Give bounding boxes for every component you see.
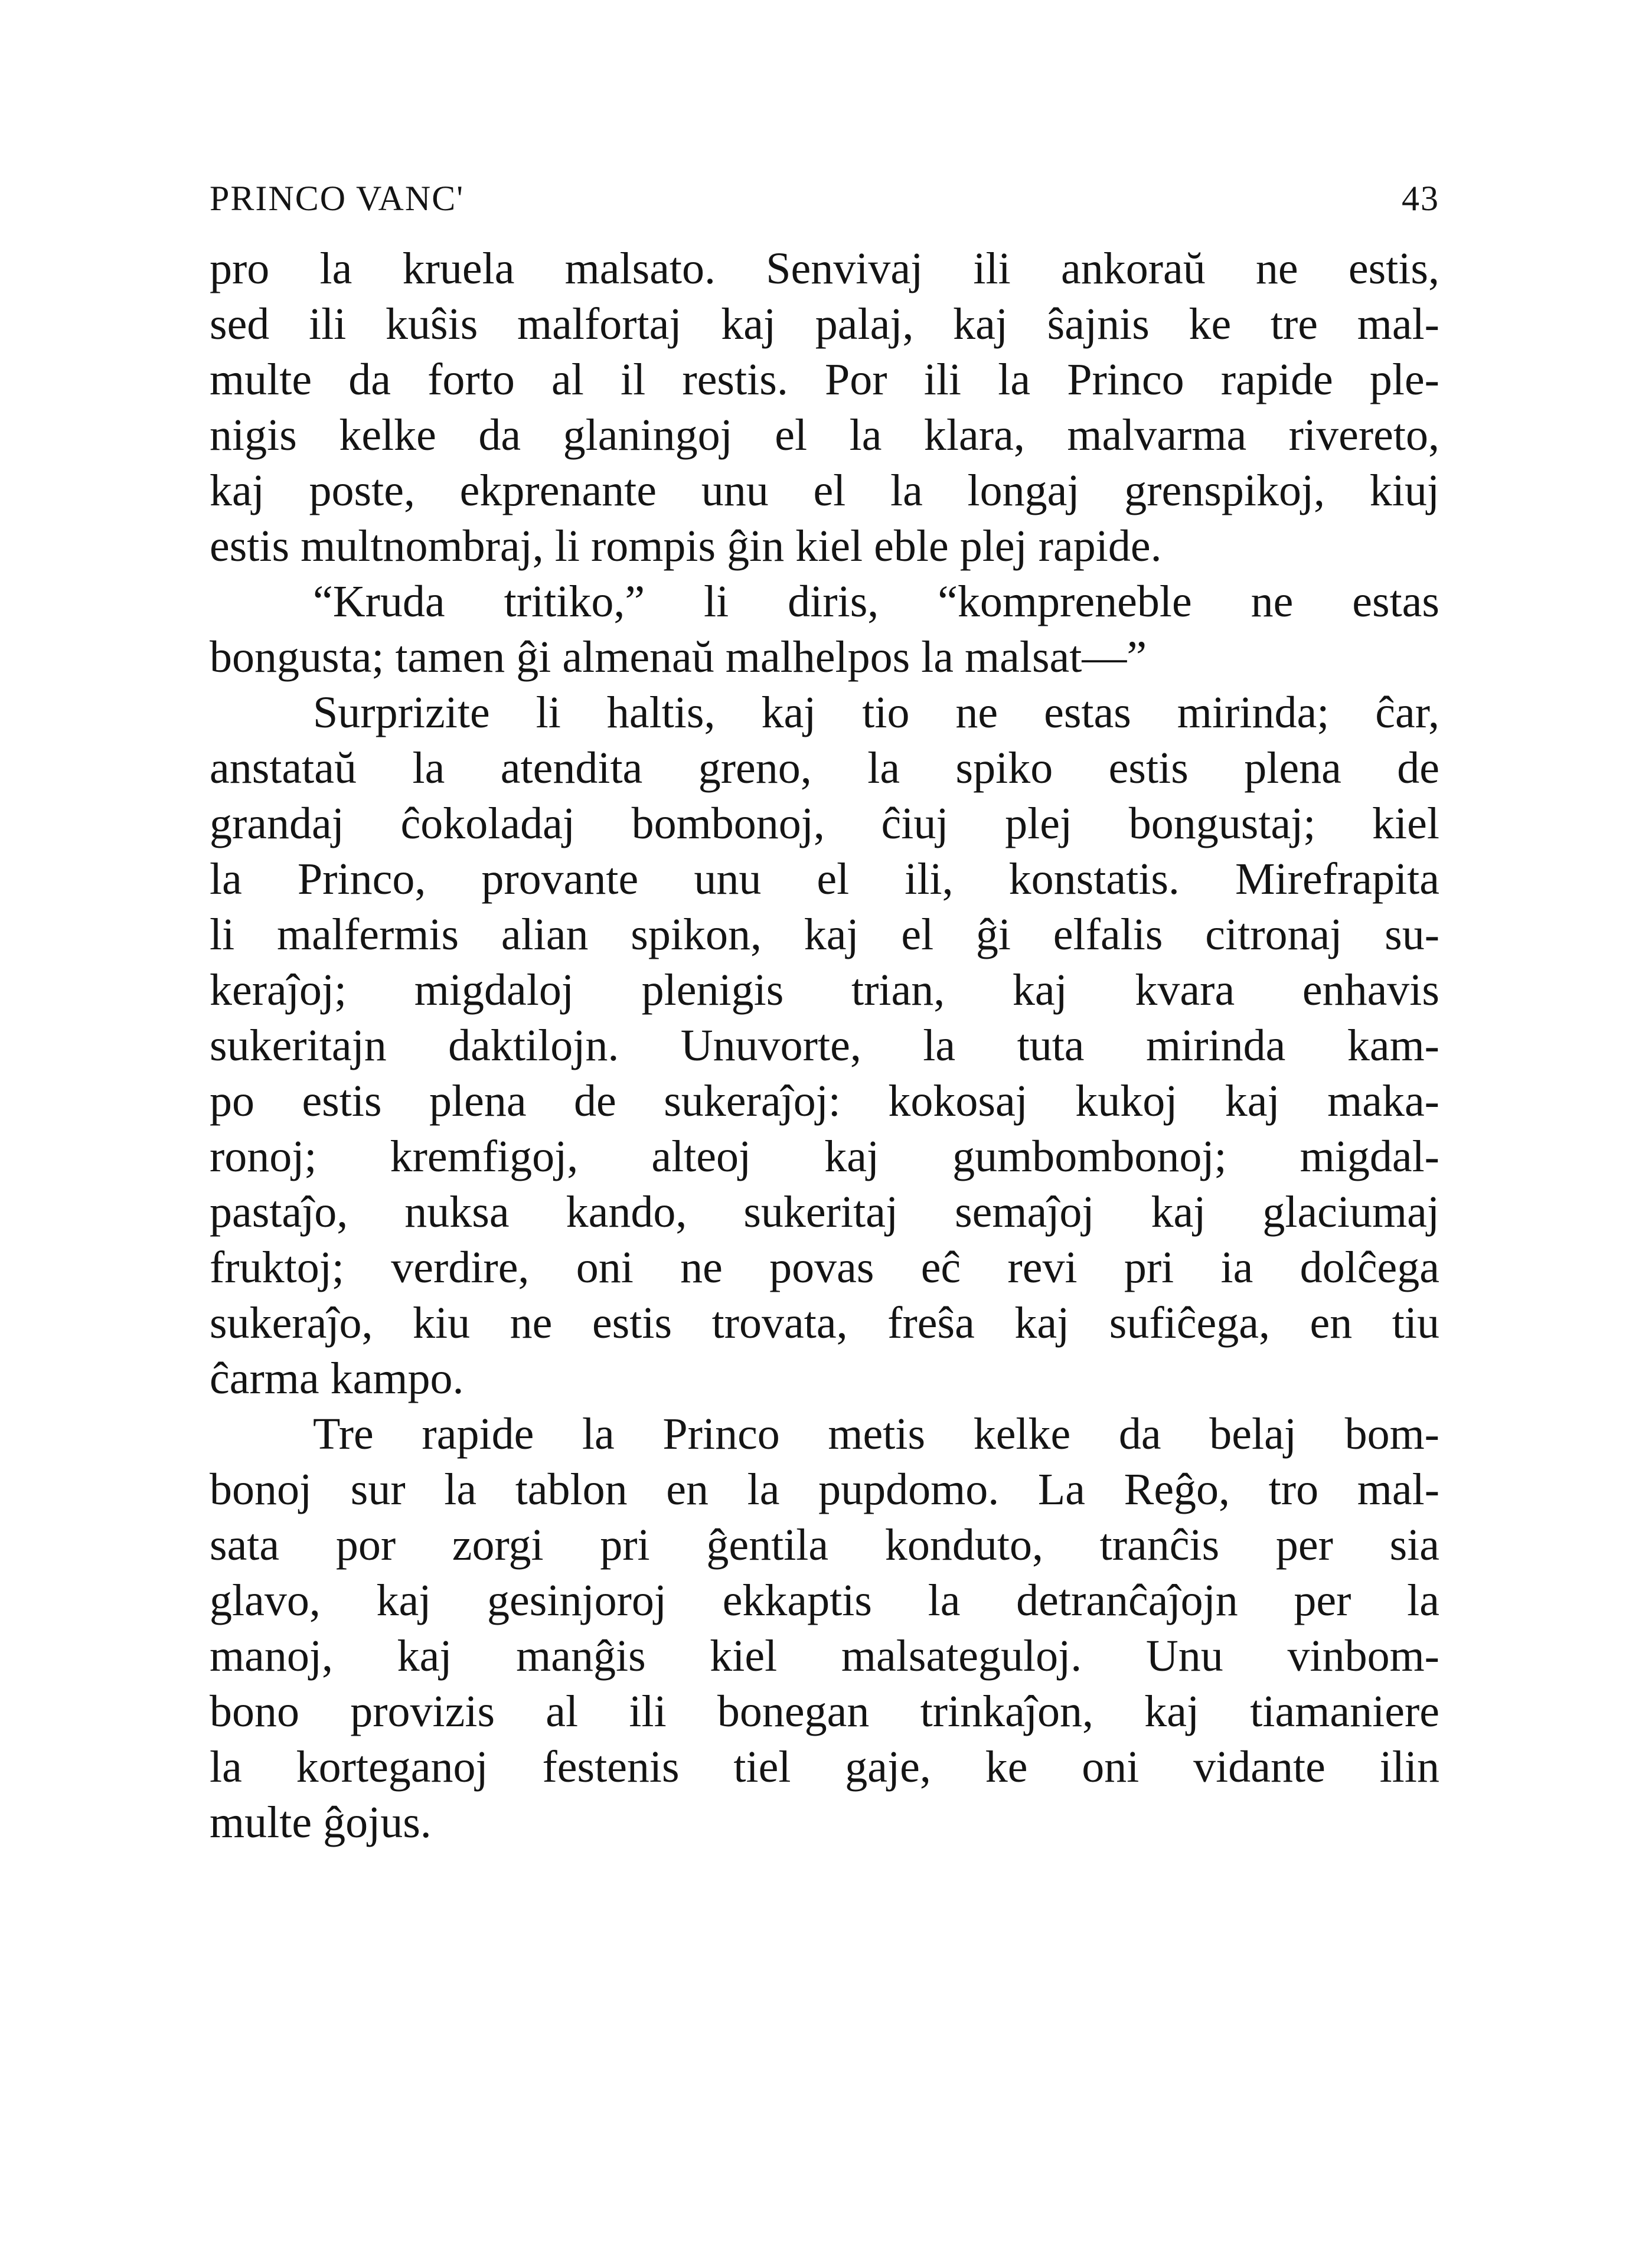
text-line: po estis plena de sukeraĵoj: kokosaj kukoj kaj maka-	[210, 1076, 1439, 1126]
text-line: multe ĝojus.	[210, 1798, 432, 1847]
text-line: sukeritajn daktilojn. Unuvorte, la tuta mirinda kam-	[210, 1021, 1439, 1070]
running-title: PRINCO VANC'	[210, 179, 465, 218]
text-line: nigis kelke da glaningoj el la klara, malvarma rivereto,	[210, 410, 1439, 460]
running-head	[210, 175, 1439, 222]
text-line: kaj poste, ekprenante unu el la longaj grenspikoj, kiuj	[210, 466, 1439, 515]
text-line: keraĵoj; migdaloj plenigis trian, kaj kvara enhavis	[210, 965, 1439, 1015]
text-line: pastaĵo, nuksa kando, sukeritaj semaĵoj kaj glaciumaj	[210, 1187, 1439, 1237]
page-number: 43	[1402, 179, 1439, 218]
text-line: Tre rapide la Princo metis kelke da belaj bom-	[313, 1409, 1439, 1459]
body-text	[210, 241, 1439, 1850]
text-line: Surprizite li haltis, kaj tio ne estas mirinda; ĉar,	[313, 688, 1439, 737]
text-line: bono provizis al ili bonegan trinkaĵon, kaj tiamaniere	[210, 1687, 1439, 1736]
text-line: multe da forto al il restis. Por ili la Princo rapide ple-	[210, 355, 1439, 404]
text-line: ĉarma kampo.	[210, 1354, 464, 1403]
text-line: manoj, kaj manĝis kiel malsateguloj. Unu vinbom-	[210, 1631, 1439, 1681]
text-line: sukeraĵo, kiu ne estis trovata, freŝa kaj sufiĉega, en tiu	[210, 1298, 1439, 1348]
text-line: la korteganoj festenis tiel gaje, ke oni vidante ilin	[210, 1742, 1439, 1792]
text-line: “Kruda tritiko,” li diris, “komprenеble ne estas	[313, 577, 1439, 626]
text-line: la Princo, provante unu el ili, konstatis. Mirefrapita	[210, 854, 1439, 904]
text-line: fruktoj; verdire, oni ne povas eĉ revi pri ia dolĉega	[210, 1243, 1439, 1292]
text-line: bongusta; tamen ĝi almenaŭ malhelpos la malsat—”	[210, 632, 1147, 682]
text-line: ronoj; kremfigoj, alteoj kaj gumbombonoj; migdal-	[210, 1132, 1439, 1181]
text-line: sata por zorgi pri ĝentila konduto, tranĉis per sia	[210, 1520, 1439, 1570]
text-line: bonoj sur la tablon en la pupdomo. La Reĝo, tro mal-	[210, 1465, 1439, 1514]
text-line: anstataŭ la atendita greno, la spiko estis plena de	[210, 743, 1439, 793]
text-line: glavo, kaj gesinjoroj ekkaptis la detranĉaĵojn per la	[210, 1576, 1439, 1625]
text-line: li malfermis alian spikon, kaj el ĝi elfalis citronaj su-	[210, 910, 1439, 959]
text-line: grandaj ĉokoladaj bombonoj, ĉiuj plej bongustaj; kiel	[210, 799, 1439, 848]
text-line: sed ili kuŝis malfortaj kaj palaj, kaj ŝajnis ke tre mal-	[210, 299, 1439, 349]
text-line: estis multnombraj, li rompis ĝin kiel eble plej rapide.	[210, 521, 1162, 571]
text-line: pro la kruela malsato. Senvivaj ili ankoraŭ ne estis,	[210, 244, 1439, 293]
